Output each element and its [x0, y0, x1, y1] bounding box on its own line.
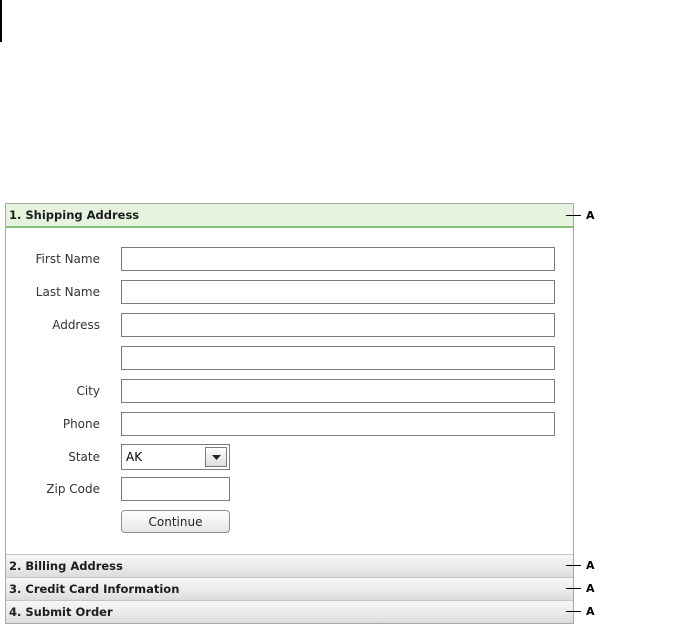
callout-letter: A: [586, 604, 595, 618]
shipping-address-form: [6, 228, 573, 554]
zip-code-label: Zip Code: [46, 482, 100, 496]
section-header-billing-address[interactable]: [6, 554, 573, 577]
callout-line: [566, 565, 581, 566]
corner-mark: [0, 0, 2, 42]
callout-billing: [566, 558, 595, 572]
callout-shipping: [566, 208, 595, 222]
checkout-accordion: [5, 203, 574, 624]
address-line2-field[interactable]: [121, 346, 555, 370]
address-label: Address: [52, 318, 100, 332]
last-name-field[interactable]: [121, 280, 555, 304]
phone-label: Phone: [62, 417, 100, 431]
state-select[interactable]: [121, 444, 230, 470]
section-header-submit-order[interactable]: [6, 600, 573, 623]
callout-line: [566, 611, 581, 612]
state-selected-value: AK: [126, 450, 143, 464]
callout-letter: A: [586, 558, 595, 572]
chevron-down-icon[interactable]: [205, 447, 227, 467]
section-title: 4. Submit Order: [9, 605, 113, 619]
continue-button[interactable]: Continue: [121, 510, 230, 533]
state-label: State: [68, 450, 100, 464]
callout-letter: A: [586, 581, 595, 595]
callout-line: [566, 588, 581, 589]
section-header-shipping-address[interactable]: [6, 204, 573, 228]
phone-field[interactable]: [121, 412, 555, 436]
last-name-label: Last Name: [35, 285, 100, 299]
address-line1-field[interactable]: [121, 313, 555, 337]
first-name-label: First Name: [35, 252, 100, 266]
city-label: City: [76, 384, 100, 398]
callout-letter: A: [586, 208, 595, 222]
section-title: 1. Shipping Address: [9, 208, 140, 222]
callout-submit-order: [566, 604, 595, 618]
section-title: 3. Credit Card Information: [9, 582, 180, 596]
chevron-down-glyph: [212, 455, 221, 460]
callout-credit-card: [566, 581, 595, 595]
first-name-field[interactable]: [121, 247, 555, 271]
zip-code-field[interactable]: [121, 477, 230, 501]
city-field[interactable]: [121, 379, 555, 403]
section-header-credit-card-information[interactable]: [6, 577, 573, 600]
callout-line: [566, 215, 581, 216]
section-title: 2. Billing Address: [9, 559, 123, 573]
